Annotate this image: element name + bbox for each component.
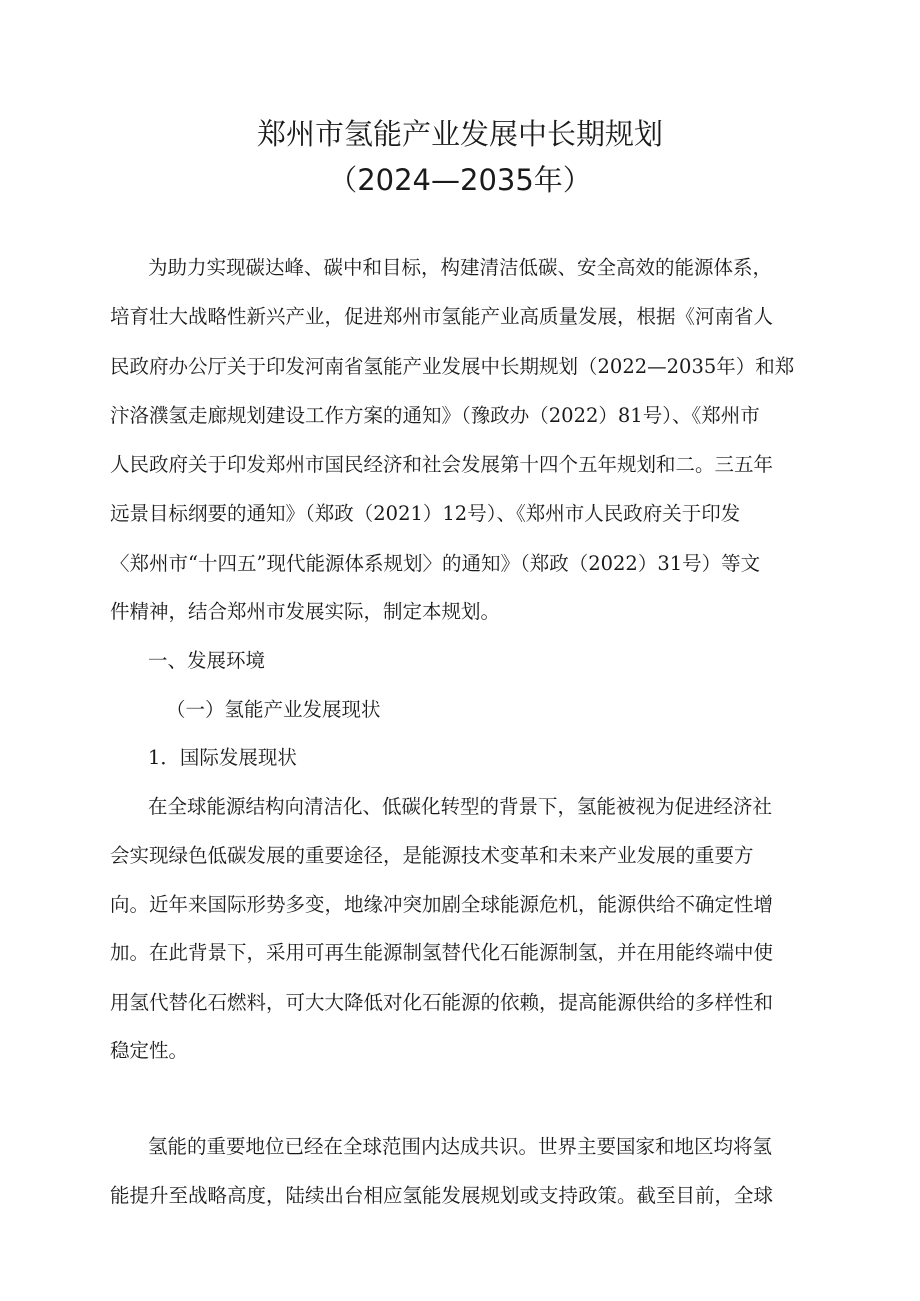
body-line: 氢能的重要地位已经在全球范围内达成共识。世界主要国家和地区均将氢 bbox=[148, 1135, 773, 1158]
subsection-heading: （一）氢能产业发展现状 bbox=[166, 698, 381, 721]
body-line: 会实现绿色低碳发展的重要途径，是能源技术变革和未来产业发展的重要方 bbox=[110, 844, 754, 867]
body-line: 加。在此背景下，采用可再生能源制氢替代化石能源制氢，并在用能终端中使 bbox=[110, 941, 774, 964]
body-line: 向。近年来国际形势多变，地缘冲突加剧全球能源危机，能源供给不确定性增 bbox=[110, 893, 774, 916]
intro-line: 远景目标纲要的通知》（郑政（2021）12号）、《郑州市人民政府关于印发 bbox=[110, 502, 741, 525]
body-line: 用氢代替化石燃料，可大大降低对化石能源的依赖，提高能源供给的多样性和 bbox=[110, 991, 774, 1014]
intro-line: 〈郑州市“十四五”现代能源体系规划〉的通知》（郑政（2022）31号）等文 bbox=[110, 552, 761, 575]
document-title: 郑州市氢能产业发展中长期规划 bbox=[256, 117, 663, 151]
body-line: 能提升至战略高度，陆续出台相应氢能发展规划或支持政策。截至目前，全球 bbox=[110, 1184, 774, 1207]
body-line: 在全球能源结构向清洁化、低碳化转型的背景下，氢能被视为促进经济社 bbox=[148, 795, 773, 818]
intro-line: 为助力实现碳达峰、碳中和目标，构建清洁低碳、安全高效的能源体系， bbox=[148, 256, 773, 279]
document-subtitle: （2024—2035年） bbox=[328, 163, 592, 197]
intro-line: 人民政府关于印发郑州市国民经济和社会发展第十四个五年规划和二。三五年 bbox=[110, 453, 774, 476]
section-heading: 一、发展环境 bbox=[148, 649, 266, 672]
intro-line: 民政府办公厅关于印发河南省氢能产业发展中长期规划（2022—2035年）和郑 bbox=[110, 355, 795, 378]
intro-line: 培育壮大战略性新兴产业，促进郑州市氢能产业高质量发展，根据《河南省人 bbox=[110, 305, 774, 328]
body-line: 稳定性。 bbox=[110, 1039, 189, 1062]
subsubsection-heading: 1．国际发展现状 bbox=[148, 746, 297, 769]
intro-line: 汴洛濮氢走廊规划建设工作方案的通知》（豫政办（2022）81号）、《郑州市 bbox=[110, 404, 760, 427]
intro-line: 件精神，结合郑州市发展实际，制定本规划。 bbox=[110, 600, 501, 623]
